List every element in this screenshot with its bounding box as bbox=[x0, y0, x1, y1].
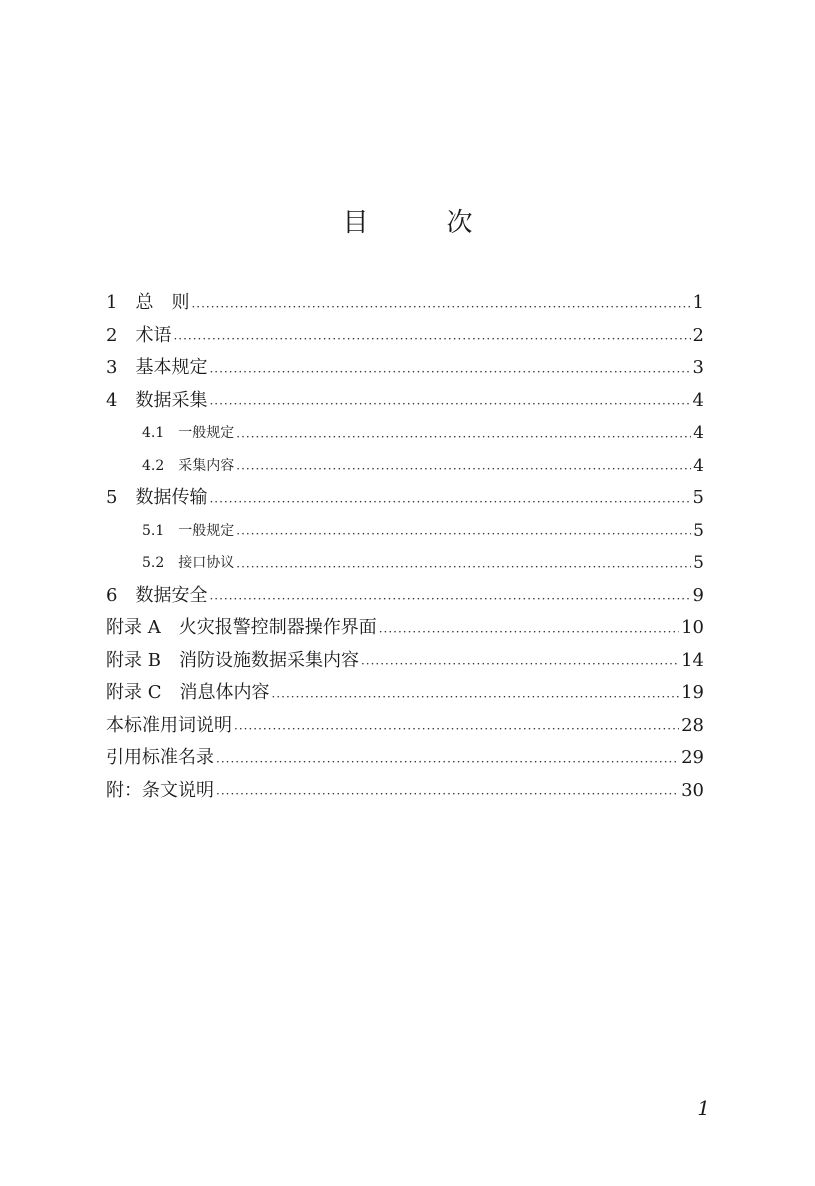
dot-leader bbox=[236, 456, 691, 482]
toc-entry-label: 6 数据安全 bbox=[106, 584, 208, 606]
dot-leader bbox=[234, 716, 679, 742]
toc-entry-label: 引用标准名录 bbox=[106, 747, 214, 768]
dot-leader bbox=[272, 684, 680, 710]
toc-entry[interactable] bbox=[106, 385, 704, 418]
toc-entry-page: 1 bbox=[692, 292, 704, 313]
toc-entry-label: 5.2 接口协议 bbox=[142, 555, 235, 571]
toc-entry[interactable] bbox=[106, 287, 704, 320]
toc-entry-label: 附录 B 消防设施数据采集内容 bbox=[106, 649, 359, 671]
toc-entry[interactable] bbox=[106, 775, 704, 808]
toc-entry-label: 附：条文说明 bbox=[106, 779, 214, 801]
toc-entry[interactable] bbox=[106, 515, 704, 548]
toc-entry[interactable] bbox=[106, 482, 704, 515]
toc-entry[interactable] bbox=[106, 677, 704, 710]
dot-leader bbox=[209, 391, 690, 417]
dot-leader bbox=[209, 586, 690, 612]
toc-entry-label: 4.2 采集内容 bbox=[142, 457, 235, 474]
toc-entry-label: 2 术语 bbox=[106, 324, 172, 346]
toc-entry-page: 2 bbox=[692, 324, 704, 346]
toc-entry-page: 5 bbox=[693, 520, 704, 541]
toc-title: 目 次 bbox=[342, 208, 499, 238]
dot-leader bbox=[216, 749, 679, 775]
dot-leader bbox=[236, 521, 691, 547]
toc-entry-page: 3 bbox=[692, 357, 704, 378]
toc-entry-page: 19 bbox=[681, 682, 704, 703]
dot-leader bbox=[209, 489, 690, 515]
dot-leader bbox=[236, 424, 691, 450]
toc-entry-label: 3 基本规定 bbox=[106, 357, 208, 378]
page-number: 1 bbox=[697, 1096, 710, 1120]
toc-entry-page: 14 bbox=[681, 649, 704, 671]
toc-entry[interactable] bbox=[106, 710, 704, 743]
toc-entry-page: 4 bbox=[693, 455, 704, 476]
toc-entry[interactable] bbox=[106, 547, 704, 580]
toc-entry-label: 附录 C 消息体内容 bbox=[106, 682, 270, 703]
dot-leader bbox=[379, 619, 679, 645]
toc-entry-label: 1 总 则 bbox=[106, 292, 190, 313]
toc-entry-label: 本标准用词说明 bbox=[106, 714, 232, 736]
toc-entry[interactable] bbox=[106, 645, 704, 678]
toc-entry-page: 30 bbox=[681, 779, 704, 801]
toc-entry-page: 5 bbox=[693, 553, 704, 573]
toc-list bbox=[106, 287, 704, 807]
toc-entry[interactable] bbox=[106, 612, 704, 645]
toc-entry-page: 5 bbox=[692, 487, 704, 508]
dot-leader bbox=[216, 781, 679, 807]
toc-entry[interactable] bbox=[106, 417, 704, 450]
toc-entry[interactable] bbox=[106, 742, 704, 775]
dot-leader bbox=[191, 294, 690, 320]
toc-entry-label: 4.1 一般规定 bbox=[142, 425, 235, 441]
dot-leader bbox=[236, 554, 691, 580]
toc-entry-page: 10 bbox=[681, 617, 704, 638]
toc-entry-page: 28 bbox=[681, 714, 704, 736]
toc-entry-page: 4 bbox=[692, 389, 704, 411]
toc-entry-page: 4 bbox=[693, 423, 704, 443]
toc-entry-label: 5 数据传输 bbox=[106, 487, 208, 508]
toc-entry[interactable] bbox=[106, 320, 704, 353]
toc-entry-page: 29 bbox=[681, 747, 704, 768]
toc-entry[interactable] bbox=[106, 580, 704, 613]
dot-leader bbox=[209, 359, 690, 385]
toc-entry-label: 5.1 一般规定 bbox=[142, 522, 235, 539]
dot-leader bbox=[173, 326, 690, 352]
toc-entry-label: 附录 A 火灾报警控制器操作界面 bbox=[106, 617, 377, 638]
toc-entry-page: 9 bbox=[692, 584, 704, 606]
toc-entry[interactable] bbox=[106, 352, 704, 385]
toc-entry-label: 4 数据采集 bbox=[106, 389, 208, 411]
toc-entry[interactable] bbox=[106, 450, 704, 483]
dot-leader bbox=[361, 651, 679, 677]
